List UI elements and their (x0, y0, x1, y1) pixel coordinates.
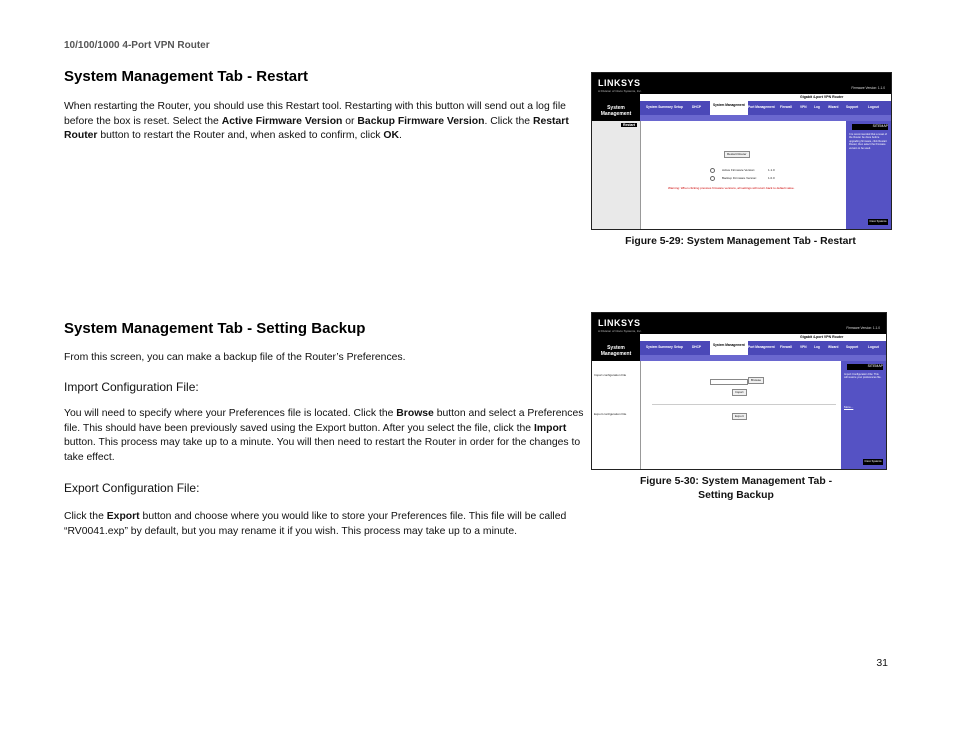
firmware-warning: Warning: When clicking previous firmware versions, all settings will return back to default value. (668, 186, 795, 190)
tab-dhcp[interactable]: DHCP (692, 345, 702, 349)
logo-subtitle: A Division of Cisco Systems, Inc. (598, 329, 642, 333)
divider (652, 404, 836, 405)
tab-log[interactable]: Log (814, 345, 820, 349)
text-run: . (398, 130, 402, 142)
bold-term: Active Firmware Version (221, 115, 343, 127)
bold-term: Backup Firmware Version (357, 115, 485, 127)
export-config-label: Export configuration File (594, 412, 627, 416)
page-number: 31 (876, 657, 888, 669)
cisco-logo: Cisco Systems (869, 220, 887, 223)
running-header: 10/100/1000 4-Port VPN Router (64, 40, 210, 51)
tab-setup[interactable]: Setup (674, 345, 683, 349)
help-panel (841, 361, 886, 469)
tab-logout[interactable]: Logout (868, 345, 879, 349)
tab-support[interactable]: Support (846, 345, 859, 349)
firmware-version: Firmware Version: 1.1.0 (851, 86, 885, 90)
backup-firmware-radio[interactable] (710, 176, 715, 181)
bold-term: Import (533, 422, 567, 434)
tab-vpn[interactable]: VPN (800, 345, 807, 349)
import-file-field[interactable] (710, 379, 748, 385)
tab-port-management[interactable]: Port Management (748, 345, 775, 349)
export-heading: Export Configuration File: (64, 481, 200, 495)
linksys-logo: LINKSYS (598, 318, 641, 328)
tab-dhcp[interactable]: DHCP (692, 105, 702, 109)
backup-screenshot (591, 312, 887, 470)
text-run: . Click the (484, 115, 533, 127)
tab-firewall[interactable]: Firewall (780, 105, 792, 109)
left-sidebar (592, 361, 641, 469)
text-run: or (342, 115, 358, 127)
product-name: Gigabit 4-port VPN Router (800, 95, 844, 99)
tab-log[interactable]: Log (814, 105, 820, 109)
active-firmware-label: Active Firmware Version: (722, 168, 756, 172)
active-firmware-value: 1.1.0 (768, 168, 775, 172)
tab-wizard[interactable]: Wizard (828, 345, 839, 349)
backup-firmware-value: 1.0.0 (768, 176, 775, 180)
section-label: System Management (592, 341, 640, 361)
import-heading: Import Configuration File: (64, 380, 199, 394)
tab-support[interactable]: Support (846, 105, 859, 109)
tab-setup[interactable]: Setup (674, 105, 683, 109)
text-run: When restarting the Router, you should use this Restart tool. Restarting with this button will send out a log file before the box is reset. Select the (64, 101, 566, 127)
figure-caption-5-30 (591, 475, 881, 503)
section-title-setting-backup: System Management Tab - Setting Backup (64, 320, 366, 337)
product-bar (640, 94, 891, 101)
tab-firewall[interactable]: Firewall (780, 345, 792, 349)
text-run: button and choose where you would like to store your Preferences file. This file will be called “RV0041.exp” by default, but you may rename it if you wish. This process may take up to a minute. (64, 511, 567, 537)
export-paragraph (64, 510, 584, 539)
active-firmware-radio[interactable] (710, 168, 715, 173)
backup-firmware-label: Backup Firmware Version: (722, 176, 758, 180)
sitemap-link[interactable]: SITEMAP (852, 124, 888, 130)
restart-router-button[interactable]: Restart Router (724, 151, 750, 158)
tab-logout[interactable]: Logout (868, 105, 879, 109)
tab-port-management[interactable]: Port Management (748, 105, 775, 109)
bold-term: Restart Router (64, 115, 569, 142)
figure-caption-5-29: Figure 5-29: System Management Tab - Restart (625, 236, 856, 247)
text-run: Click the (64, 511, 107, 522)
restart-paragraph (64, 100, 582, 144)
left-sidebar (592, 121, 641, 229)
tab-system-summary[interactable]: System Summary (646, 105, 673, 109)
help-panel (846, 121, 891, 229)
bold-term: OK (383, 130, 399, 142)
text-run: button and select a Preferences file. This should have been previously saved using the Export button. After you select the file, click the (64, 408, 584, 434)
bold-term: Browse (396, 408, 434, 419)
main-tabs (640, 101, 891, 115)
browse-button[interactable]: Browse (748, 377, 764, 384)
import-config-label: Import configuration File (594, 373, 627, 377)
cisco-logo: Cisco Systems (864, 460, 882, 463)
logo-subtitle: A Division of Cisco Systems, Inc. (598, 89, 642, 93)
tab-vpn[interactable]: VPN (800, 105, 807, 109)
import-paragraph (64, 407, 584, 466)
product-bar (640, 334, 886, 341)
section-title-restart: System Management Tab - Restart (64, 68, 308, 85)
bold-term: Export (106, 511, 140, 522)
firmware-version: Firmware Version: 1.1.0 (846, 326, 880, 330)
product-name: Gigabit 4-port VPN Router (800, 335, 844, 339)
text-run: button. This process may take up to a minute. You will then need to restart the Router in order for the changes to take effect. (64, 437, 581, 464)
import-button[interactable]: Import (732, 389, 747, 396)
tab-wizard[interactable]: Wizard (828, 105, 839, 109)
caption-line-2: Setting Backup (698, 490, 774, 501)
backup-intro: From this screen, you can make a backup file of the Router’s Preferences. (64, 352, 406, 363)
sidebar-label-restart: Restart (622, 123, 635, 127)
caption-line-1: Figure 5-30: System Management Tab - (639, 476, 833, 487)
help-text: Import Configuration File: This will restore your preferences file. (844, 373, 882, 380)
tab-system-management[interactable]: System Management (710, 101, 748, 115)
text-run: button to restart the Router and, when asked to confirm, click (97, 130, 384, 142)
sitemap-link[interactable]: SITEMAP (847, 364, 883, 370)
tab-system-summary[interactable]: System Summary (646, 345, 673, 349)
help-more-link[interactable]: More... (844, 405, 854, 409)
text-run: You will need to specify where your Preferences file is located. Click the (64, 408, 397, 419)
restart-screenshot (591, 72, 892, 230)
linksys-logo: LINKSYS (598, 78, 641, 88)
export-button[interactable]: Export (732, 413, 747, 420)
help-text: It is recommended that a reset of the Router be done before upgrading firmware, click Restart Router, then select the firmware version to be used. (849, 133, 887, 150)
section-label: System Management (592, 101, 640, 121)
main-tabs (640, 341, 886, 355)
tab-system-management[interactable]: System Management (710, 341, 748, 355)
